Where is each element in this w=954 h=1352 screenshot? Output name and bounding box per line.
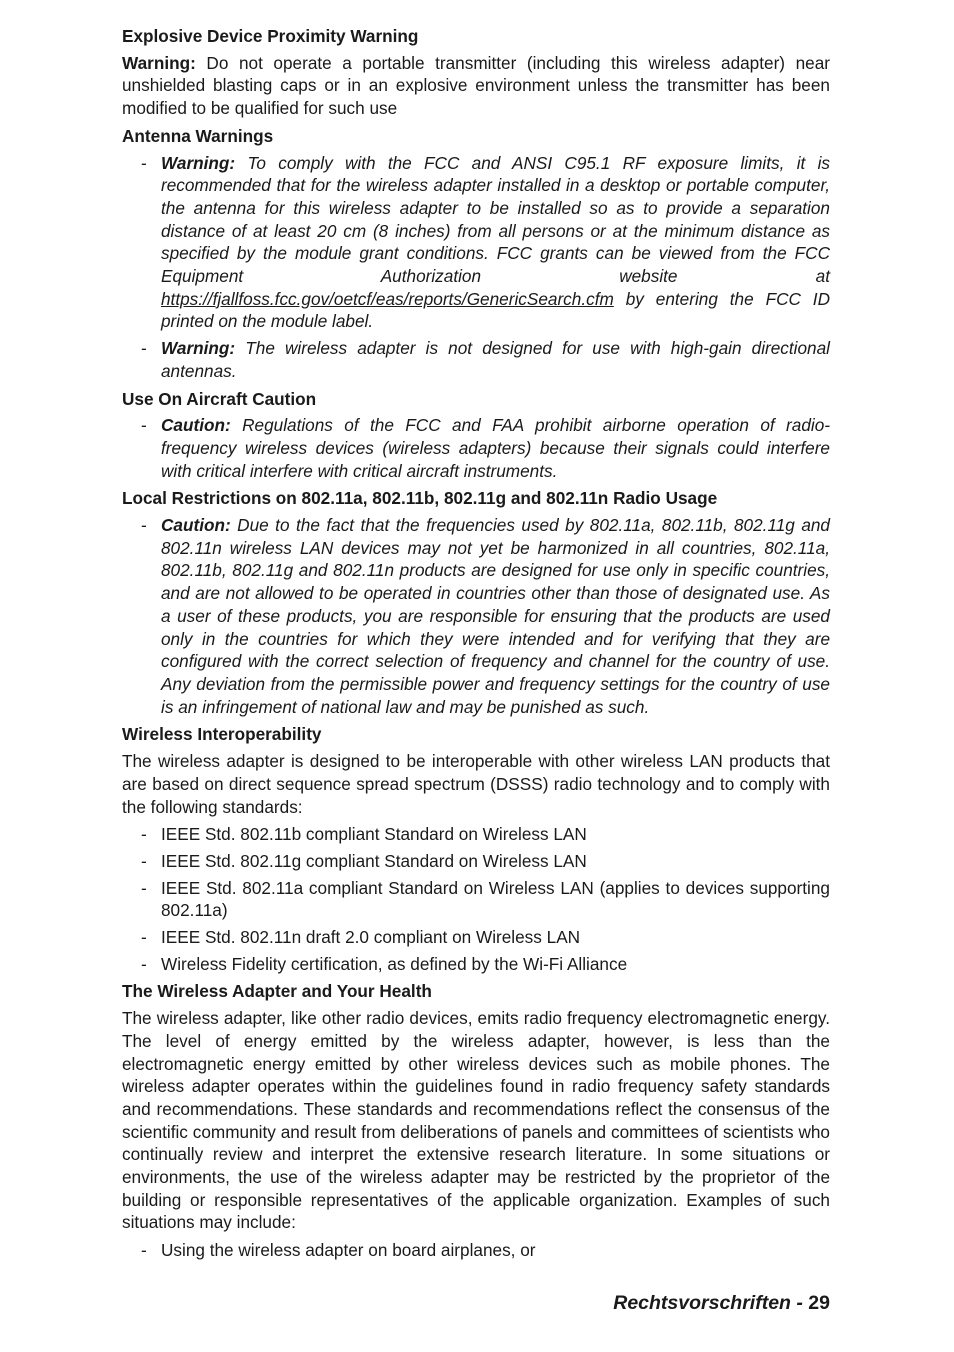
footer-title: Rechtsvorschriften - bbox=[613, 1292, 809, 1314]
warning-text-tail: by entering the FCC ID printed on the module label. bbox=[161, 288, 830, 332]
warning-lead: Warning: bbox=[161, 152, 236, 173]
standards-list bbox=[122, 823, 830, 975]
warning-text: Do not operate a portable transmitter (including this wireless adapter) near unshielded blasting caps or in an explosive environment unless the transmitter has been modified to be qualified for such use bbox=[122, 52, 830, 119]
health-situations-list bbox=[122, 1239, 830, 1262]
list-item: - Using the wireless adapter on board airplanes, or bbox=[122, 1239, 830, 1262]
heading-health: The Wireless Adapter and Your Health bbox=[122, 981, 432, 1002]
list-item bbox=[122, 152, 830, 334]
list-item: - IEEE Std. 802.11n draft 2.0 compliant on Wireless LAN bbox=[122, 926, 830, 949]
page-number: 29 bbox=[808, 1292, 830, 1314]
list-item bbox=[122, 414, 830, 482]
antenna-warning-list bbox=[122, 152, 830, 383]
heading-antenna: Antenna Warnings bbox=[122, 125, 274, 146]
heading-interoperability: Wireless Interoperability bbox=[122, 724, 322, 745]
paragraph-interoperability: The wireless adapter is designed to be interoperable with other wireless LAN products that are based on direct sequence spread spectrum (DSSS) radio technology and to comply with the following standards: bbox=[122, 751, 830, 817]
list-item bbox=[122, 337, 830, 382]
warning-lead: Warning: bbox=[122, 52, 196, 73]
warning-lead: Warning: bbox=[161, 338, 236, 359]
caution-text: Due to the fact that the frequencies used by 802.11a, 802.11b, 802.11g and 802.11n wireless LAN devices may not yet be harmonized in all countries, 802.11a, 802.11b, 802.11g and 802.11n products are designed for use only in specific countries, and are not allowed to be operated in countries other than those of designated use. As a user of these products, you are responsible for ensuring that the products are used only in the countries for which they were intended and for verifying that they are configured with the correct selection of frequency and channel for the country of use. Any deviation from the permissible power and frequency settings for the country of use is an infringement of national law and may be punished as such. bbox=[161, 515, 830, 717]
document-page bbox=[122, 25, 830, 1267]
list-item: - IEEE Std. 802.11b compliant Standard on Wireless LAN bbox=[122, 823, 830, 846]
list-item: - IEEE Std. 802.11g compliant Standard on Wireless LAN bbox=[122, 850, 830, 873]
warning-text: To comply with the FCC and ANSI C95.1 RF exposure limits, it is recommended that for the wireless adapter installed in a desktop or portable computer, the antenna for this wireless adapter to be installed so as to provide a separation distance of at least 20 cm (8 inches) from all persons or at the minimum distance as specified by the module grant conditions. FCC grants can be viewed from the FCC Equipment Authorization website at bbox=[161, 152, 830, 287]
list-item: - Wireless Fidelity certification, as defined by the Wi-Fi Alliance bbox=[122, 953, 830, 976]
paragraph-health: The wireless adapter, like other radio devices, emits radio frequency electromagnetic energy. The level of energy emitted by the wireless adapter, however, is less than the electromagnetic energy emitted by other wireless devices such as mobile phones. The wireless adapter operates within the guidelines found in radio frequency safety standards and recommendations. These standards and recommendations reflect the consensus of the scientific community and result from deliberations of panels and committees of scientists who continually review and interpret the extensive research literature. In some situations or environments, the use of the wireless adapter may be restricted by the proprietor of the building or responsible representatives of the applicable organization. Examples of such situations may include: bbox=[122, 1008, 830, 1233]
section-local-restrictions bbox=[122, 487, 830, 718]
aircraft-caution-list bbox=[122, 414, 830, 482]
paragraph-explosive bbox=[122, 52, 830, 120]
local-caution-list bbox=[122, 514, 830, 718]
caution-lead: Caution: bbox=[161, 415, 231, 436]
heading-aircraft: Use On Aircraft Caution bbox=[122, 388, 317, 409]
fcc-search-link[interactable]: https://fjallfoss.fcc.gov/oetcf/eas/reports/GenericSearch.cfm bbox=[161, 288, 614, 309]
caution-text: Regulations of the FCC and FAA prohibit airborne operation of radio-frequency wireless devices (wireless adapters) because their signals could interfere with critical interfere with critical aircraft instruments. bbox=[161, 415, 830, 481]
section-interoperability bbox=[122, 723, 830, 975]
section-health bbox=[122, 980, 830, 1261]
caution-lead: Caution: bbox=[161, 515, 231, 536]
section-antenna bbox=[122, 125, 830, 383]
list-item bbox=[122, 514, 830, 718]
warning-text: The wireless adapter is not designed for use with high-gain directional antennas. bbox=[161, 338, 830, 381]
list-item: - IEEE Std. 802.11a compliant Standard on Wireless LAN (applies to devices supporting 802.11a) bbox=[122, 877, 830, 922]
heading-explosive: Explosive Device Proximity Warning bbox=[122, 26, 419, 46]
section-explosive bbox=[122, 25, 830, 120]
section-aircraft bbox=[122, 388, 830, 483]
page-footer bbox=[613, 1291, 830, 1315]
heading-local-restrictions: Local Restrictions on 802.11a, 802.11b, 802.11g and 802.11n Radio Usage bbox=[122, 488, 718, 509]
